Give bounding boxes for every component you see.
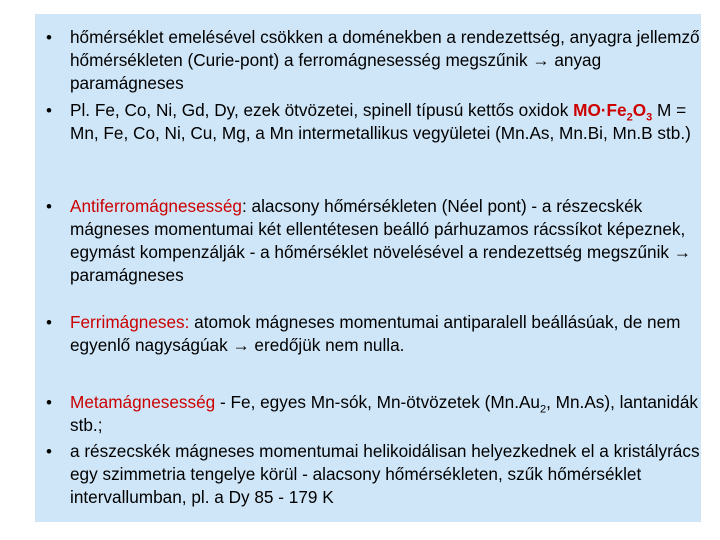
- term-metamagnetism: Metamágnesesség: [70, 392, 216, 412]
- bullet: •: [46, 28, 52, 47]
- bullet: •: [46, 101, 52, 120]
- list-item-metamagnetism: [46, 391, 710, 437]
- item-text: a részecskék mágneses momentumai helikoidálisan helyezkednek el a kristályrács egy szimmetria tengelye körül - alacsony hőmérsékleten, szűk hőmérséklet intervallumban, pl. a Dy 85 - 179 K: [70, 441, 700, 507]
- list-item-antiferromagnetism: [46, 195, 710, 287]
- formula-part: O: [632, 100, 647, 120]
- term-ferrimagnetism: Ferrimágneses:: [70, 312, 190, 332]
- item-text: : alacsony hőmérsékleten (Néel pont) - a részecskék mágneses momentumai két ellentétesen beálló párhuzamos rácssíkot képeznek, egymást kompenzálják - a hőmérséklet növelésével a rendezettség megszűnik → paramágneses: [70, 196, 691, 285]
- item-text: atomok mágneses momentumai antiparalell beállásúak, de nem egyenlő nagyságúak → eredőjük nem nulla.: [70, 312, 681, 355]
- list-item-examples: [46, 99, 710, 145]
- item-text-b: , Mn.As), lantanidák stb.;: [70, 392, 699, 435]
- item-text-a: - Fe, egyes Mn-sók, Mn-ötvözetek (Mn.Au: [215, 392, 540, 412]
- list-item-curie: [46, 26, 710, 95]
- formula-part: MO·Fe: [573, 100, 627, 120]
- bullet: •: [46, 442, 52, 461]
- subscript: 2: [540, 403, 547, 416]
- list-item-helicoidal: [46, 440, 710, 509]
- spinel-formula: [573, 100, 653, 124]
- bullet: •: [46, 393, 52, 412]
- item-text-end: M = Mn, Fe, Co, Ni, Cu, Mg, a Mn intermetallikus vegyületei (Mn.As, Mn.Bi, Mn.B stb.): [70, 100, 691, 143]
- formula-subscript: 3: [646, 111, 653, 124]
- content-panel: [35, 14, 701, 522]
- list-item-ferrimagnetism: [46, 311, 710, 357]
- bullet: •: [46, 197, 52, 216]
- item-text: hőmérséklet emelésével csökken a doménekben a rendezettség, anyagra jellemző hőmérsékleten (Curie-pont) a ferromágnesesség megszűnik → anyag paramágneses: [70, 27, 700, 93]
- bullet: •: [46, 313, 52, 332]
- formula-subscript: 2: [626, 111, 633, 124]
- item-text-start: Pl. Fe, Co, Ni, Gd, Dy, ezek ötvözetei, spinell típusú kettős oxidok: [70, 100, 574, 120]
- term-antiferromagnetism: Antiferromágnesesség: [70, 196, 242, 216]
